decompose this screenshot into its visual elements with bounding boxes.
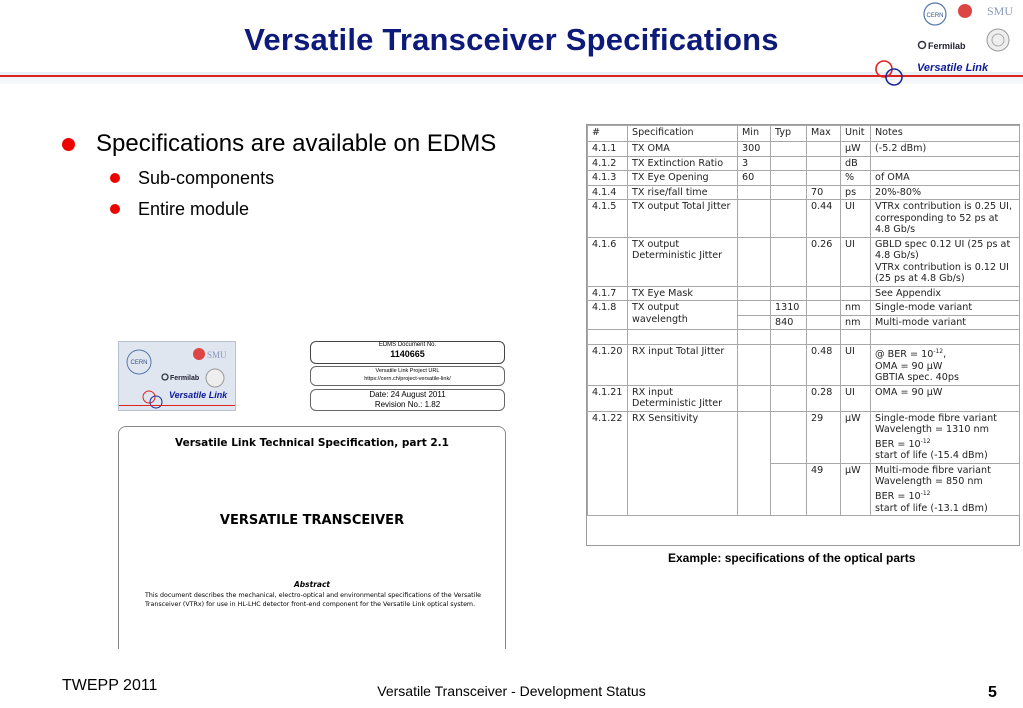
column-header: Typ bbox=[771, 126, 807, 142]
abstract-heading: Abstract bbox=[293, 580, 330, 589]
footer-title: Versatile Transceiver - Development Status bbox=[377, 683, 646, 699]
cell-typ bbox=[771, 286, 807, 301]
cell-number: 4.1.7 bbox=[588, 286, 628, 301]
cell-min bbox=[738, 315, 771, 330]
note-line: GBLD spec 0.12 UI (25 ps at 4.8 Gb/s) bbox=[875, 238, 1011, 261]
smu-logo-text: SMU bbox=[207, 350, 227, 360]
table-row bbox=[588, 385, 1020, 411]
note-line: OMA = 90 µW bbox=[875, 360, 943, 372]
document-page bbox=[118, 426, 506, 649]
edms-document-preview bbox=[110, 338, 512, 648]
header-band bbox=[0, 72, 1023, 84]
versatile-link-label: Versatile Link bbox=[917, 62, 989, 74]
cell-typ bbox=[771, 185, 807, 200]
table-row bbox=[588, 156, 1020, 171]
cell-unit: dB bbox=[841, 156, 871, 171]
cell-min bbox=[738, 345, 771, 386]
table-caption: Example: specifications of the optical parts bbox=[668, 551, 916, 565]
column-header: # bbox=[588, 126, 628, 142]
column-header: Unit bbox=[841, 126, 871, 142]
cell-notes bbox=[871, 463, 1020, 515]
cell-typ bbox=[771, 463, 807, 515]
cell-notes bbox=[871, 345, 1020, 386]
cell-spec: RX Sensitivity bbox=[628, 411, 738, 515]
cell-unit: nm bbox=[841, 301, 871, 316]
cell-spec: TX output Total Jitter bbox=[628, 200, 738, 238]
cell-number: 4.1.2 bbox=[588, 156, 628, 171]
cell-unit: UI bbox=[841, 200, 871, 238]
cell-number: 4.1.1 bbox=[588, 142, 628, 157]
note-line: Single-mode fibre variant bbox=[875, 412, 997, 424]
page-number: 5 bbox=[988, 684, 997, 701]
cern-logo-text: CERN bbox=[130, 360, 148, 366]
document-subject: VERSATILE TRANSCEIVER bbox=[219, 513, 405, 528]
cell-max bbox=[807, 286, 841, 301]
versatile-link-rings-icon bbox=[872, 59, 912, 89]
cell-max: 0.48 bbox=[807, 345, 841, 386]
cell-notes: VTRx contribution is 0.25 UI, corresponding to 52 ps at 4.8 Gb/s bbox=[871, 200, 1020, 238]
cell-typ bbox=[771, 156, 807, 171]
cell-number: 4.1.4 bbox=[588, 185, 628, 200]
cell-min bbox=[738, 200, 771, 238]
specification-table-image bbox=[586, 124, 1020, 546]
cell-max bbox=[807, 315, 841, 330]
smu-logo-text: SMU bbox=[987, 4, 1014, 18]
cell-spec: TX Eye Mask bbox=[628, 286, 738, 301]
cell-unit: % bbox=[841, 171, 871, 186]
note-line: VTRx contribution is 0.12 UI (25 ps at 4.8 Gb/s) bbox=[875, 261, 1009, 284]
cell-min bbox=[738, 185, 771, 200]
cell-unit: UI bbox=[841, 237, 871, 286]
cell-number: 4.1.22 bbox=[588, 411, 628, 515]
cell-notes: OMA = 90 µW bbox=[871, 385, 1020, 411]
column-header: Min bbox=[738, 126, 771, 142]
table-row bbox=[588, 330, 1020, 345]
cell-max bbox=[807, 301, 841, 316]
main-bullet-text: Specifications are available on EDMS bbox=[96, 130, 497, 157]
table-row bbox=[588, 142, 1020, 157]
note-line: start of life (-13.1 dBm) bbox=[875, 502, 988, 514]
cell-number: 4.1.21 bbox=[588, 385, 628, 411]
cell-min bbox=[738, 411, 771, 515]
sub-bullet-text: Sub-components bbox=[138, 168, 275, 188]
cell-spec: TX Eye Opening bbox=[628, 171, 738, 186]
cell-typ bbox=[771, 385, 807, 411]
cell-unit: UI bbox=[841, 345, 871, 386]
cell-notes: of OMA bbox=[871, 171, 1020, 186]
cell-max: 70 bbox=[807, 185, 841, 200]
cell-spec: RX input Total Jitter bbox=[628, 345, 738, 386]
cell-unit: µW bbox=[841, 142, 871, 157]
cell-notes bbox=[871, 237, 1020, 286]
note-line: @ BER = $10^{-12}$, bbox=[875, 348, 947, 361]
table-row bbox=[588, 301, 1020, 316]
cell-number: 4.1.8 bbox=[588, 301, 628, 330]
cell-typ bbox=[771, 200, 807, 238]
project-logo bbox=[910, 0, 1023, 60]
cell-typ bbox=[771, 142, 807, 157]
note-line: Wavelength = 1310 nm bbox=[875, 424, 989, 436]
note-line: start of life (-15.4 dBm) bbox=[875, 450, 988, 462]
table-row bbox=[588, 345, 1020, 386]
cell-notes bbox=[871, 156, 1020, 171]
cell-max bbox=[807, 171, 841, 186]
header-divider bbox=[0, 75, 1023, 77]
cell-notes bbox=[871, 411, 1020, 463]
cell-typ bbox=[771, 171, 807, 186]
table-row bbox=[588, 237, 1020, 286]
table-row bbox=[588, 185, 1020, 200]
project-url-box bbox=[310, 366, 505, 386]
column-header: Max bbox=[807, 126, 841, 142]
cell-typ bbox=[771, 345, 807, 386]
document-logo bbox=[118, 341, 236, 411]
cell-notes: (-5.2 dBm) bbox=[871, 142, 1020, 157]
note-line: BER = $10^{-12}$ bbox=[875, 437, 931, 450]
cell-typ bbox=[771, 411, 807, 463]
cell-unit: UI bbox=[841, 385, 871, 411]
cell-max: 0.26 bbox=[807, 237, 841, 286]
cell-unit: ps bbox=[841, 185, 871, 200]
cell-max: 49 bbox=[807, 463, 841, 515]
column-header: Specification bbox=[628, 126, 738, 142]
cell-unit: µW bbox=[841, 411, 871, 463]
date-revision-box bbox=[310, 389, 505, 411]
table-row bbox=[588, 200, 1020, 238]
cell-typ: 1310 bbox=[771, 301, 807, 316]
cell-spec: TX OMA bbox=[628, 142, 738, 157]
cell-number: 4.1.3 bbox=[588, 171, 628, 186]
cell-max: 29 bbox=[807, 411, 841, 463]
cell-spec: TX rise/fall time bbox=[628, 185, 738, 200]
cern-logo-text: CERN bbox=[926, 13, 944, 19]
cell-max bbox=[807, 142, 841, 157]
column-header: Notes bbox=[871, 126, 1020, 142]
table-row bbox=[588, 286, 1020, 301]
cell-min bbox=[738, 385, 771, 411]
cell-min: 300 bbox=[738, 142, 771, 157]
cell-notes: 20%-80% bbox=[871, 185, 1020, 200]
cell-min bbox=[738, 286, 771, 301]
cell-notes: See Appendix bbox=[871, 286, 1020, 301]
cell-unit: nm bbox=[841, 315, 871, 330]
document-date: Date: 24 August 2011 bbox=[369, 390, 446, 399]
cell-typ bbox=[771, 237, 807, 286]
cell-max: 0.28 bbox=[807, 385, 841, 411]
sub-bullet-text: Entire module bbox=[138, 199, 250, 219]
edms-label: EDMS Document No. bbox=[378, 342, 437, 348]
cell-spec: TX Extinction Ratio bbox=[628, 156, 738, 171]
note-line: BER = $10^{-12}$ bbox=[875, 489, 931, 503]
table-row bbox=[588, 171, 1020, 186]
cell-spec: RX input Deterministic Jitter bbox=[628, 385, 738, 411]
cell-spec: TX output wavelength bbox=[628, 301, 738, 330]
bullet-dot-icon bbox=[110, 173, 120, 183]
fermilab-logo-text: Fermilab bbox=[928, 41, 966, 51]
cell-unit: µW bbox=[841, 463, 871, 515]
cell-min: 60 bbox=[738, 171, 771, 186]
fermilab-logo-text: Fermilab bbox=[170, 375, 200, 382]
cell-spec: TX output Deterministic Jitter bbox=[628, 237, 738, 286]
cell-min bbox=[738, 237, 771, 286]
footer-conference: TWEPP 2011 bbox=[62, 677, 158, 694]
cell-notes: Single-mode variant bbox=[871, 301, 1020, 316]
cell-number: 4.1.20 bbox=[588, 345, 628, 386]
note-line: GBTIA spec. 40ps bbox=[875, 372, 959, 384]
note-line: Multi-mode fibre variant bbox=[875, 464, 991, 476]
edms-number: 1140665 bbox=[390, 349, 425, 359]
specification-table bbox=[587, 125, 1020, 516]
cell-max bbox=[807, 156, 841, 171]
cell-min: 3 bbox=[738, 156, 771, 171]
cell-number: 4.1.6 bbox=[588, 237, 628, 286]
slide-title: Versatile Transceiver Specifications bbox=[244, 22, 779, 57]
table-row bbox=[588, 411, 1020, 463]
abstract-text: This document describes the mechanical, electro-optical and environmental specifications of the Versatile Transceiver (VTRx) for use in HL-LHC detector front-end component for the Versatile Link optical system. bbox=[145, 592, 481, 608]
note-line: Wavelength = 850 nm bbox=[875, 476, 983, 488]
cell-typ: 840 bbox=[771, 315, 807, 330]
url-value: https://cern.ch/project-versatile-link/ bbox=[364, 376, 451, 382]
cell-max: 0.44 bbox=[807, 200, 841, 238]
bullet-dot-icon bbox=[110, 204, 120, 214]
cell-number: 4.1.5 bbox=[588, 200, 628, 238]
bullet-dot-icon bbox=[62, 138, 75, 151]
cell-notes: Multi-mode variant bbox=[871, 315, 1020, 330]
cell-unit bbox=[841, 286, 871, 301]
url-label: Versatile Link Project URL bbox=[375, 368, 440, 374]
table-header-row bbox=[588, 126, 1020, 142]
document-title: Versatile Link Technical Specification, part 2.1 bbox=[175, 437, 449, 449]
edms-number-box bbox=[310, 341, 505, 364]
cell-min bbox=[738, 301, 771, 316]
document-revision: Revision No.: 1.82 bbox=[374, 400, 441, 409]
mini-versatile-link-label: Versatile Link bbox=[169, 390, 228, 400]
